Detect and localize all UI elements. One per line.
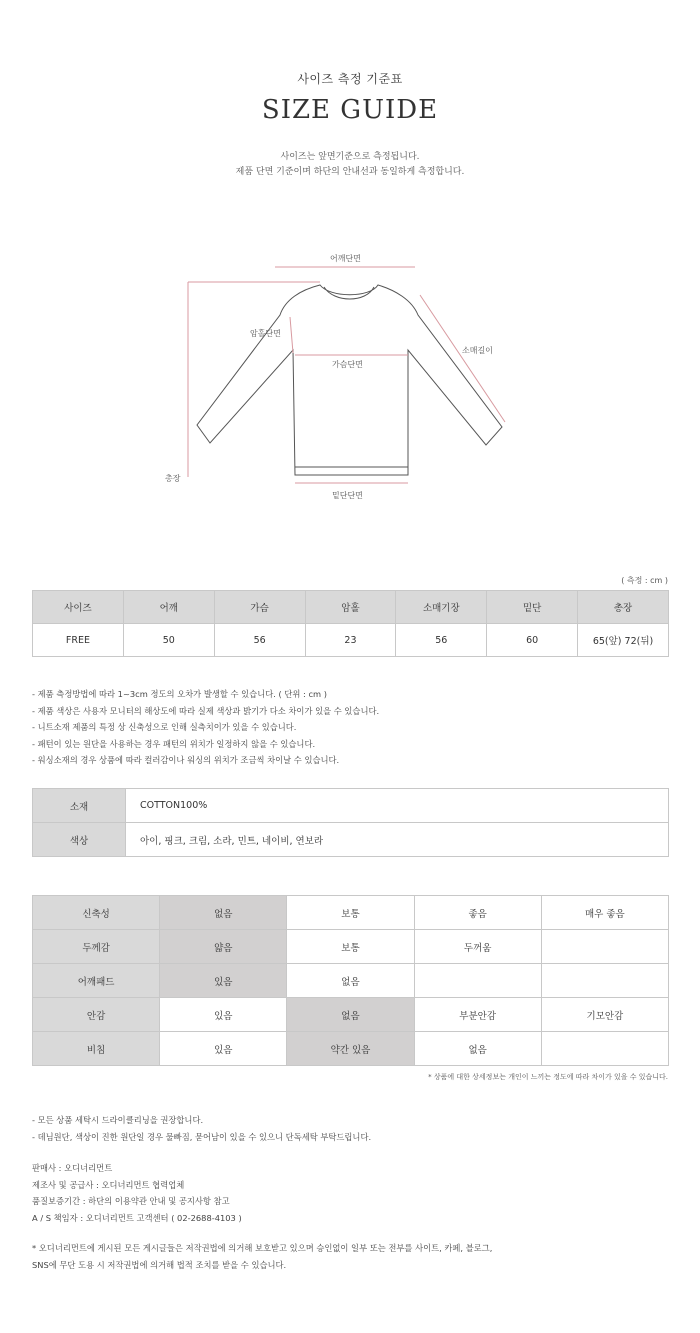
attr-option-selected: 있음 — [160, 964, 287, 998]
attr-option-selected: 약간 있음 — [287, 1032, 414, 1066]
sleeve-measure-line — [420, 295, 505, 422]
label-chest: 가슴단면 — [332, 360, 363, 369]
table-row — [33, 896, 669, 930]
attr-option: 없음 — [414, 1032, 541, 1066]
label-shoulder: 어깨단면 — [330, 254, 361, 263]
material-table — [32, 788, 669, 857]
label-armhole: 암홀단면 — [250, 329, 281, 338]
attr-option: 두꺼움 — [414, 930, 541, 964]
size-table-header: 밑단 — [487, 591, 578, 624]
intro-text — [0, 150, 700, 180]
attr-option-selected: 없음 — [160, 896, 287, 930]
label-hem: 밑단단면 — [332, 491, 363, 500]
attribute-note: * 상품에 대한 상세정보는 개인이 느끼는 정도에 따라 차이가 있을 수 있습니다. — [428, 1073, 668, 1081]
attr-option — [541, 1032, 668, 1066]
attr-option: 있음 — [160, 1032, 287, 1066]
size-table-cell: 56 — [396, 624, 487, 657]
material-value: COTTON100% — [126, 789, 669, 823]
size-table-header: 암홀 — [305, 591, 396, 624]
attr-option: 보통 — [287, 896, 414, 930]
attr-option: 좋음 — [414, 896, 541, 930]
size-table-cell: 56 — [214, 624, 305, 657]
intro-line: 사이즈는 앞면기준으로 측정됩니다. — [280, 152, 420, 162]
attr-option: 기모안감 — [541, 998, 668, 1032]
seller-line: 판매사 : 오디너리먼트 — [32, 1163, 113, 1173]
care-line: - 모든 상품 세탁시 드라이클리닝을 권장합니다. — [32, 1115, 204, 1125]
armhole-measure-line — [290, 317, 293, 353]
seller-line: A / S 책임자 : 오디너리먼트 고객센터 ( 02-2688-4103 ) — [32, 1212, 242, 1223]
table-row — [33, 624, 669, 657]
size-table-cell: 50 — [123, 624, 214, 657]
table-row — [33, 789, 669, 823]
attr-label: 어깨패드 — [33, 964, 160, 998]
attr-option-selected: 없음 — [287, 998, 414, 1032]
color-value: 아이, 핑크, 크림, 소라, 민트, 네이비, 연보라 — [126, 823, 669, 857]
label-length: 총장 — [165, 474, 181, 483]
copyright-notice — [32, 1240, 492, 1273]
size-table-cell: FREE — [33, 624, 124, 657]
intro-line: 제품 단면 기준이며 하단의 안내선과 동일하게 측정합니다. — [235, 167, 465, 177]
note-line: - 제품 측정방법에 따라 1~3cm 정도의 오차가 발생할 수 있습니다. ( 단위 : cm ) — [32, 689, 327, 699]
attr-option: 있음 — [160, 998, 287, 1032]
size-table-cell: 65(앞) 72(뒤) — [578, 624, 669, 657]
note-line: - 패턴이 있는 원단을 사용하는 경우 패턴의 위치가 일정하지 않을 수 있습니다. — [32, 738, 316, 749]
attr-option — [541, 930, 668, 964]
care-line: - 데님원단, 색상이 진한 원단일 경우 물빠짐, 묻어남이 있을 수 있으니 단독세탁 부탁드립니다. — [32, 1131, 372, 1142]
size-table-cell: 60 — [487, 624, 578, 657]
seller-line: 품질보증기간 : 하단의 이용약관 안내 및 공지사항 참고 — [32, 1196, 230, 1206]
attr-option — [541, 964, 668, 998]
table-row — [33, 823, 669, 857]
table-row — [33, 998, 669, 1032]
size-table-header-row — [33, 591, 669, 624]
attr-option: 보통 — [287, 930, 414, 964]
seller-info — [32, 1160, 242, 1226]
size-table-header: 소매기장 — [396, 591, 487, 624]
measure-unit: ( 측정 : cm ) — [621, 576, 668, 585]
attr-label: 두께감 — [33, 930, 160, 964]
sweater-illustration — [150, 245, 550, 515]
table-row — [33, 964, 669, 998]
page-subtitle-korean: 사이즈 측정 기준표 — [297, 72, 403, 86]
note-line: - 워싱소재의 경우 상품에 따라 컬러감이나 워싱의 위치가 조금씩 차이날 수 있습니다. — [32, 755, 340, 765]
note-line: - 제품 색상은 사용자 모니터의 해상도에 따라 실제 색상과 밝기가 다소 차이가 있을 수 있습니다. — [32, 705, 380, 716]
size-table-header: 가슴 — [214, 591, 305, 624]
attr-label: 안감 — [33, 998, 160, 1032]
attr-option: 부분안감 — [414, 998, 541, 1032]
page-title: SIZE GUIDE — [261, 95, 439, 125]
attr-label: 비침 — [33, 1032, 160, 1066]
size-table-header: 어깨 — [123, 591, 214, 624]
size-table-header: 총장 — [578, 591, 669, 624]
size-table — [32, 590, 669, 657]
attr-option: 매우 좋음 — [541, 896, 668, 930]
material-label: 소재 — [33, 789, 126, 823]
attr-option — [414, 964, 541, 998]
size-table-header: 사이즈 — [33, 591, 124, 624]
color-label: 색상 — [33, 823, 126, 857]
label-sleeve: 소매길이 — [462, 346, 493, 355]
table-row — [33, 930, 669, 964]
copyright-line: * 오디너리먼트에 게시된 모든 게시글들은 저작권법에 의거해 보호받고 있으며 승인없이 일부 또는 전부를 사이트, 카페, 블로그, — [32, 1243, 493, 1253]
attr-option-selected: 얇음 — [160, 930, 287, 964]
copyright-line: SNS에 무단 도용 시 저작권법에 의거해 법적 조치를 받을 수 있습니다. — [32, 1259, 287, 1270]
table-row — [33, 1032, 669, 1066]
attribute-table — [32, 895, 669, 1066]
seller-line: 제조사 및 공급사 : 오디너리먼트 협력업체 — [32, 1179, 185, 1190]
attr-label: 신축성 — [33, 896, 160, 930]
garment-diagram — [150, 245, 550, 515]
measurement-notes — [32, 686, 379, 769]
attr-option: 없음 — [287, 964, 414, 998]
note-line: - 니트소재 제품의 특정 상 신축성으로 인해 실측치이가 있을 수 있습니다. — [32, 722, 297, 732]
care-instructions — [32, 1112, 371, 1145]
size-table-cell: 23 — [305, 624, 396, 657]
